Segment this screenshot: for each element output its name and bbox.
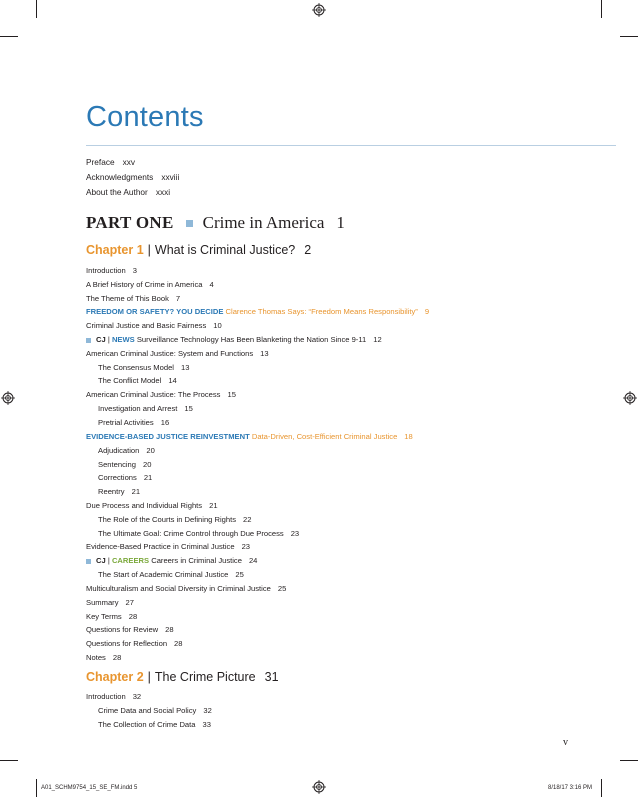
toc-label: Pretrial Activities [98, 418, 154, 427]
chapter-separator: | [147, 243, 151, 257]
toc-label: The Conflict Model [98, 376, 162, 385]
toc-page: 20 [146, 446, 155, 455]
toc-page: 22 [243, 515, 252, 524]
toc-page: 13 [260, 349, 269, 358]
toc-label: Evidence-Based Practice in Criminal Justice [86, 542, 235, 551]
toc-page: xxviii [161, 172, 180, 182]
toc-label: About the Author [86, 187, 148, 197]
toc-entry[interactable] [86, 612, 137, 621]
toc-page: xxxi [155, 187, 171, 197]
chapter-heading[interactable] [86, 670, 279, 684]
feature-tag: CJ [96, 556, 106, 565]
crop-mark [620, 36, 638, 37]
crop-mark [0, 760, 18, 761]
toc-entry[interactable] [86, 390, 236, 399]
toc-page: 28 [165, 625, 174, 634]
toc-subentry[interactable] [98, 363, 189, 372]
toc-label: Due Process and Individual Rights [86, 501, 203, 510]
crop-mark [620, 760, 638, 761]
feature-separator: | [107, 556, 110, 565]
toc-page: 14 [168, 376, 177, 385]
slug-filename: A01_SCHM9754_15_SE_FM.indd 5 [41, 785, 138, 791]
registration-mark-icon [312, 3, 326, 17]
toc-front-matter[interactable] [86, 157, 135, 167]
square-bullet-icon [186, 220, 193, 227]
toc-page: 16 [160, 418, 170, 427]
toc-label: Surveillance Technology Has Been Blanketing the Nation Since 9-11 [136, 335, 367, 344]
toc-label: The Ultimate Goal: Crime Control through Due Process [98, 529, 284, 538]
crop-mark [601, 0, 602, 18]
toc-label: Corrections [98, 473, 137, 482]
toc-entry[interactable] [86, 321, 222, 330]
chapter-page: 2 [304, 243, 312, 257]
feature-label: CAREERS [111, 556, 150, 565]
chapter-number: Chapter 1 [86, 243, 144, 257]
toc-page: 23 [241, 542, 251, 551]
toc-page: 13 [180, 363, 190, 372]
title-rule [86, 145, 616, 146]
toc-label: Clarence Thomas Says: “Freedom Means Responsibility” [225, 307, 418, 316]
part-label: PART ONE [86, 213, 174, 232]
toc-subentry[interactable] [98, 515, 251, 524]
page-number: v [563, 737, 568, 748]
toc-page: 15 [184, 404, 193, 413]
toc-entry[interactable] [86, 598, 134, 607]
toc-entry[interactable] [86, 280, 214, 289]
toc-label: American Criminal Justice: System and Functions [86, 349, 254, 358]
chapter-title: What is Criminal Justice? [154, 243, 296, 257]
toc-label: Questions for Review [86, 625, 159, 634]
toc-label: Key Terms [86, 612, 122, 621]
chapter-separator: | [147, 670, 151, 684]
toc-page: 32 [203, 706, 212, 715]
part-page: 1 [336, 213, 345, 232]
toc-entry[interactable] [86, 501, 218, 510]
toc-page: 28 [128, 612, 138, 621]
toc-page: 12 [373, 335, 382, 344]
feature-label: EVIDENCE-BASED JUSTICE REINVESTMENT [86, 432, 250, 441]
registration-mark-icon [623, 391, 637, 405]
toc-label: Acknowledgments [86, 172, 154, 182]
toc-feature-entry[interactable] [86, 335, 382, 344]
toc-label: The Theme of This Book [86, 294, 169, 303]
toc-subentry[interactable] [98, 487, 140, 496]
toc-feature-entry[interactable] [86, 556, 257, 565]
feature-separator: | [107, 335, 110, 344]
toc-entry[interactable] [86, 294, 180, 303]
toc-feature-entry[interactable] [86, 307, 429, 316]
toc-label: Data-Driven, Cost-Efficient Criminal Justice [251, 432, 398, 441]
toc-label: Sentencing [98, 460, 136, 469]
toc-front-matter[interactable] [86, 172, 179, 182]
toc-subentry[interactable] [98, 404, 193, 413]
toc-page: 28 [174, 639, 183, 648]
part-heading[interactable] [86, 213, 345, 233]
toc-entry[interactable] [86, 542, 250, 551]
square-bullet-icon [86, 559, 91, 564]
toc-entry[interactable] [86, 625, 174, 634]
toc-label: Introduction [86, 692, 126, 701]
toc-page: 33 [202, 720, 211, 729]
toc-page: 25 [277, 584, 287, 593]
chapter-page: 31 [264, 670, 279, 684]
toc-label: Careers in Criminal Justice [151, 556, 242, 565]
toc-page: 27 [125, 598, 134, 607]
toc-label: Criminal Justice and Basic Fairness [86, 321, 207, 330]
crop-mark [36, 779, 37, 797]
toc-label: The Start of Academic Criminal Justice [98, 570, 229, 579]
toc-label: Investigation and Arrest [98, 404, 178, 413]
toc-feature-entry[interactable] [86, 432, 413, 441]
toc-page: 3 [132, 266, 137, 275]
toc-page: 20 [143, 460, 152, 469]
toc-page: 9 [424, 307, 430, 316]
toc-label: The Consensus Model [98, 363, 174, 372]
crop-mark [0, 36, 18, 37]
toc-page: 32 [132, 692, 142, 701]
toc-page: 24 [248, 556, 258, 565]
toc-page: 18 [404, 432, 413, 441]
toc-label: Adjudication [98, 446, 140, 455]
feature-label: NEWS [111, 335, 135, 344]
toc-subentry[interactable] [98, 529, 299, 538]
toc-label: Introduction [86, 266, 126, 275]
toc-page: 23 [290, 529, 300, 538]
toc-page: 28 [112, 653, 122, 662]
toc-subentry[interactable] [98, 473, 152, 482]
toc-label: Preface [86, 157, 115, 167]
toc-subentry[interactable] [98, 570, 244, 579]
toc-label: Questions for Reflection [86, 639, 168, 648]
toc-entry[interactable] [86, 692, 141, 701]
toc-label: Notes [86, 653, 106, 662]
feature-label: FREEDOM OR SAFETY? YOU DECIDE [86, 307, 224, 316]
chapter-title: The Crime Picture [154, 670, 256, 684]
toc-entry[interactable] [86, 653, 121, 662]
chapter-number: Chapter 2 [86, 670, 144, 684]
toc-label: American Criminal Justice: The Process [86, 390, 221, 399]
toc-page: 21 [131, 487, 141, 496]
toc-label: The Role of the Courts in Defining Rights [98, 515, 237, 524]
crop-mark [601, 779, 602, 797]
toc-page: 7 [175, 294, 181, 303]
toc-subentry[interactable] [98, 460, 151, 469]
toc-label: The Collection of Crime Data [98, 720, 196, 729]
toc-page: 4 [209, 280, 214, 289]
toc-label: A Brief History of Crime in America [86, 280, 203, 289]
toc-page: 21 [209, 501, 218, 510]
toc-entry[interactable] [86, 584, 286, 593]
registration-mark-icon [312, 780, 326, 794]
toc-page: 25 [235, 570, 244, 579]
toc-label: Summary [86, 598, 119, 607]
toc-label: Multiculturalism and Social Diversity in Criminal Justice [86, 584, 271, 593]
toc-page: 21 [143, 473, 153, 482]
toc-subentry[interactable] [98, 446, 155, 455]
chapter-heading[interactable] [86, 243, 311, 257]
toc-page: xxv [122, 157, 136, 167]
toc-subentry[interactable] [98, 418, 169, 427]
toc-subentry[interactable] [98, 720, 211, 729]
page-title: Contents [86, 101, 204, 133]
crop-mark [36, 0, 37, 18]
toc-page: 10 [213, 321, 222, 330]
toc-label: Crime Data and Social Policy [98, 706, 197, 715]
toc-subentry[interactable] [98, 706, 212, 715]
toc-front-matter[interactable] [86, 187, 170, 197]
square-bullet-icon [86, 338, 91, 343]
registration-mark-icon [1, 391, 15, 405]
toc-subentry[interactable] [98, 376, 177, 385]
feature-tag: CJ [96, 335, 106, 344]
toc-label: Reentry [98, 487, 125, 496]
toc-entry[interactable] [86, 266, 137, 275]
slug-date: 8/18/17 3:16 PM [548, 785, 593, 791]
part-title: Crime in America [202, 213, 325, 232]
toc-page: 15 [227, 390, 236, 399]
toc-entry[interactable] [86, 349, 269, 358]
toc-entry[interactable] [86, 639, 183, 648]
